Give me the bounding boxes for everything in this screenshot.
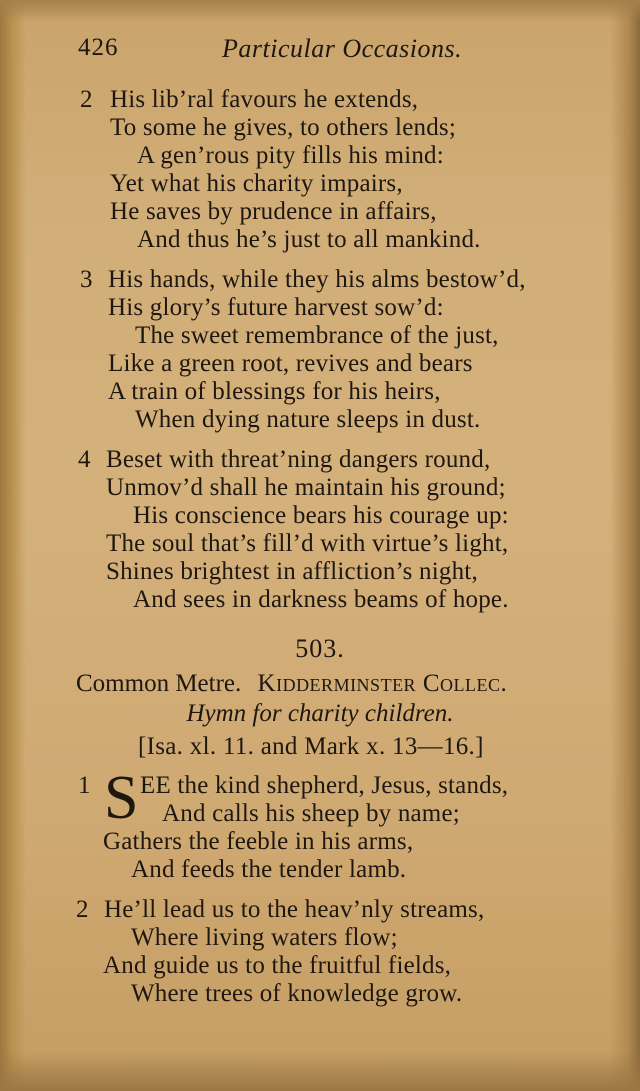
verse-line: And feeds the tender lamb. [131, 856, 407, 883]
page-edge-right [610, 0, 640, 1091]
verse-line: Like a green root, revives and bears [108, 350, 473, 377]
verse-line: Beset with threat’ning dangers round, [106, 446, 491, 473]
verse-line: A train of blessings for his heirs, [108, 378, 441, 405]
page-edge-top [0, 0, 640, 22]
tune-name: Kidderminster Collec. [257, 670, 508, 697]
scripture-reference: [Isa. xl. 11. and Mark x. 13—16.] [138, 733, 484, 760]
verse-line: He’ll lead us to the heav’nly streams, [104, 896, 485, 923]
verse-line: When dying nature sleeps in dust. [135, 406, 481, 433]
page-edge-bottom [0, 1051, 640, 1091]
hymn-number: 503. [295, 634, 345, 663]
verse-line: Shines brightest in affliction’s night, [106, 558, 478, 585]
verse-line: A gen’rous pity fills his mind: [137, 142, 444, 169]
verse-line: His lib’ral favours he extends, [110, 86, 419, 113]
stanza-number: 3 [80, 266, 93, 293]
verse-line: Unmov’d shall he maintain his ground; [106, 474, 506, 501]
verse-line: His hands, while they his alms bestow’d, [108, 266, 526, 293]
verse-line: He saves by prudence in affairs, [110, 198, 437, 225]
running-title: Particular Occasions. [222, 34, 463, 63]
verse-line: Yet what his charity impairs, [110, 170, 403, 197]
hymn-title: Hymn for charity children. [186, 700, 454, 727]
verse-line: And calls his sheep by name; [162, 800, 460, 827]
page-edge-left [0, 0, 26, 1091]
verse-line: Where living waters flow; [131, 924, 398, 951]
verse-line: Where trees of knowledge grow. [131, 980, 463, 1007]
verse-line: Gathers the feeble in his arms, [103, 828, 414, 855]
stanza-number: 2 [76, 896, 89, 923]
verse-line: And thus he’s just to all mankind. [137, 226, 481, 253]
meter-name: Common Metre. [76, 670, 242, 697]
drop-cap: S [104, 764, 139, 832]
verse-line: EE the kind shepherd, Jesus, stands, [140, 772, 509, 799]
page-number: 426 [78, 34, 119, 61]
verse-line: His conscience bears his courage up: [133, 502, 509, 529]
stanza-number: 2 [80, 86, 93, 113]
verse-line: His glory’s future harvest sow’d: [108, 294, 444, 321]
verse-line: To some he gives, to others lends; [110, 114, 456, 141]
verse-line: The sweet remembrance of the just, [135, 322, 499, 349]
verse-line: The soul that’s fill’d with virtue’s light, [106, 530, 509, 557]
verse-line: And guide us to the fruitful fields, [103, 952, 452, 979]
verse-line: And sees in darkness beams of hope. [133, 586, 509, 613]
stanza-number: 1 [78, 772, 91, 799]
stanza-number: 4 [78, 446, 91, 473]
meter-line [76, 670, 507, 698]
